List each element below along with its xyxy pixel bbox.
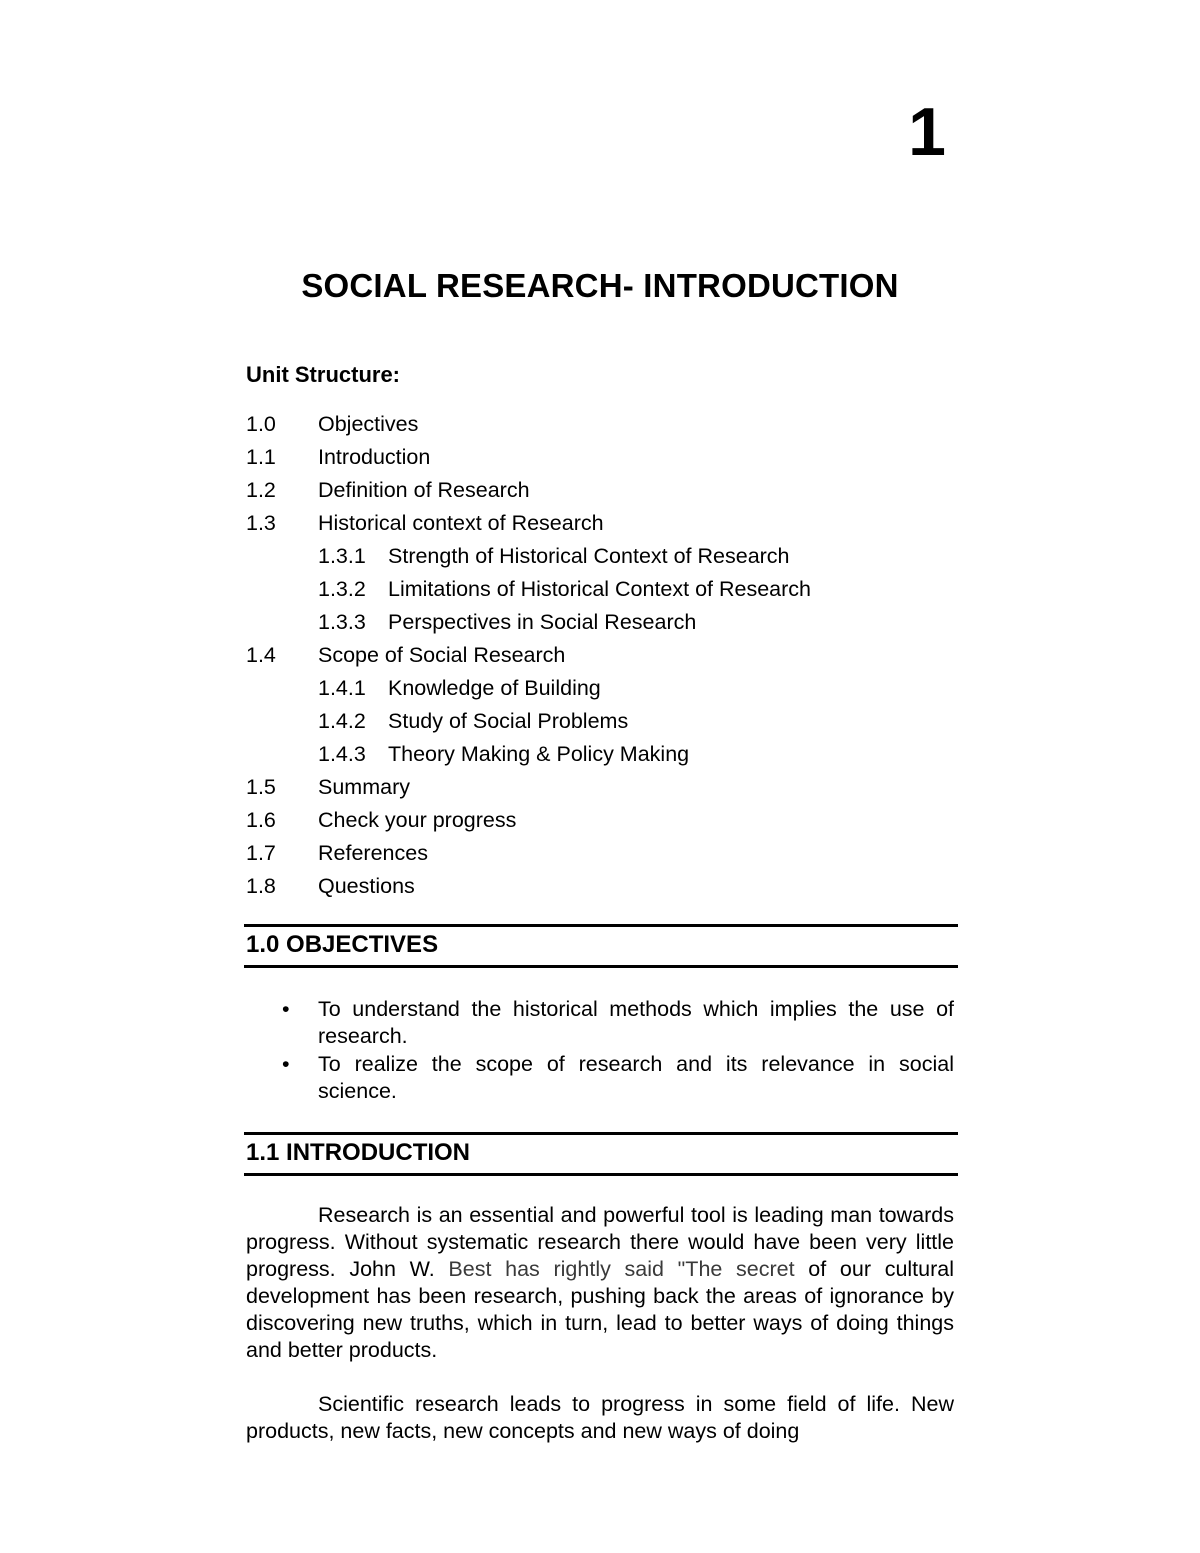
toc-item	[246, 474, 956, 507]
toc-item-number: 1.1	[246, 445, 276, 469]
toc-item-label: Strength of Historical Context of Research	[388, 544, 790, 568]
toc-item-label: Questions	[318, 874, 415, 898]
objective-text: To realize the scope of research and its relevance in social science.	[318, 1052, 954, 1103]
toc-item-number: 1.4.2	[318, 709, 366, 733]
toc-item-label: Theory Making & Policy Making	[388, 742, 690, 766]
toc-item-label: Objectives	[318, 412, 419, 436]
toc-item-label: Summary	[318, 775, 410, 799]
toc-item-label: Scope of Social Research	[318, 643, 566, 667]
toc-item-label: Knowledge of Building	[388, 676, 601, 700]
toc-item-number: 1.4	[246, 643, 276, 667]
objectives-list	[246, 996, 954, 1106]
toc-item-number: 1.2	[246, 478, 276, 502]
chapter-title: SOCIAL RESEARCH- INTRODUCTION	[301, 267, 899, 304]
toc-item	[246, 441, 956, 474]
toc-item-number: 1.0	[246, 412, 276, 436]
toc-item-label: Check your progress	[318, 808, 517, 832]
toc-item-number: 1.3.2	[318, 577, 366, 601]
toc-item-number: 1.5	[246, 775, 276, 799]
toc-item	[246, 540, 956, 573]
toc-item-number: 1.4.1	[318, 676, 366, 700]
toc-item	[246, 408, 956, 441]
toc-item	[246, 738, 956, 771]
toc-item	[246, 705, 956, 738]
toc-item	[246, 573, 956, 606]
toc-item	[246, 771, 956, 804]
objectives-heading-text: 1.0 OBJECTIVES	[246, 931, 439, 958]
toc-item-number: 1.4.3	[318, 742, 366, 766]
chapter-number: 1	[908, 94, 946, 170]
objective-item	[246, 1051, 954, 1105]
toc-item-label: Introduction	[318, 445, 431, 469]
introduction-paragraph-2	[246, 1391, 954, 1445]
toc-item-label: Limitations of Historical Context of Research	[388, 577, 812, 601]
objective-text: To understand the historical methods which implies the use of research.	[318, 997, 954, 1048]
toc-item-label: Perspectives in Social Research	[388, 610, 697, 634]
quote-text: Best has rightly said "The secret	[448, 1257, 795, 1281]
toc-item-number: 1.7	[246, 841, 276, 865]
toc-item-number: 1.3	[246, 511, 276, 535]
toc-item	[246, 507, 956, 540]
paragraph-text: of our cultural development has been research, pushing back the areas of ignorance by discovering new truths, which in turn, lead to better ways of doing things and better products.	[246, 1257, 955, 1362]
toc-item-number: 1.3.1	[318, 544, 366, 568]
toc-item-label: References	[318, 841, 428, 865]
toc-item-number: 1.8	[246, 874, 276, 898]
toc-item-number: 1.3.3	[318, 610, 366, 634]
unit-structure-heading: Unit Structure:	[246, 362, 400, 387]
toc-item	[246, 606, 956, 639]
objective-item	[246, 996, 954, 1050]
introduction-section-heading	[244, 1132, 958, 1176]
paragraph-text: Research is an essential and powerful tool is leading man towards progress. Without systematic research there would have been very little progress. John W.	[246, 1203, 954, 1281]
toc-item	[246, 672, 956, 705]
objectives-section-heading	[244, 924, 958, 968]
bullet-icon: •	[282, 1052, 290, 1076]
toc-item-label: Definition of Research	[318, 478, 530, 502]
toc-item	[246, 837, 956, 870]
toc-item	[246, 870, 956, 903]
toc-item-number: 1.6	[246, 808, 276, 832]
toc-item-label: Historical context of Research	[318, 511, 604, 535]
toc-item	[246, 639, 956, 672]
introduction-paragraph-1	[246, 1202, 954, 1364]
unit-structure-list	[246, 408, 956, 903]
bullet-icon: •	[282, 997, 290, 1021]
toc-item	[246, 804, 956, 837]
paragraph-text: Scientific research leads to progress in some field of life. New products, new facts, new concepts and new ways of doing	[246, 1392, 954, 1443]
introduction-heading-text: 1.1 INTRODUCTION	[246, 1139, 471, 1166]
toc-item-label: Study of Social Problems	[388, 709, 629, 733]
